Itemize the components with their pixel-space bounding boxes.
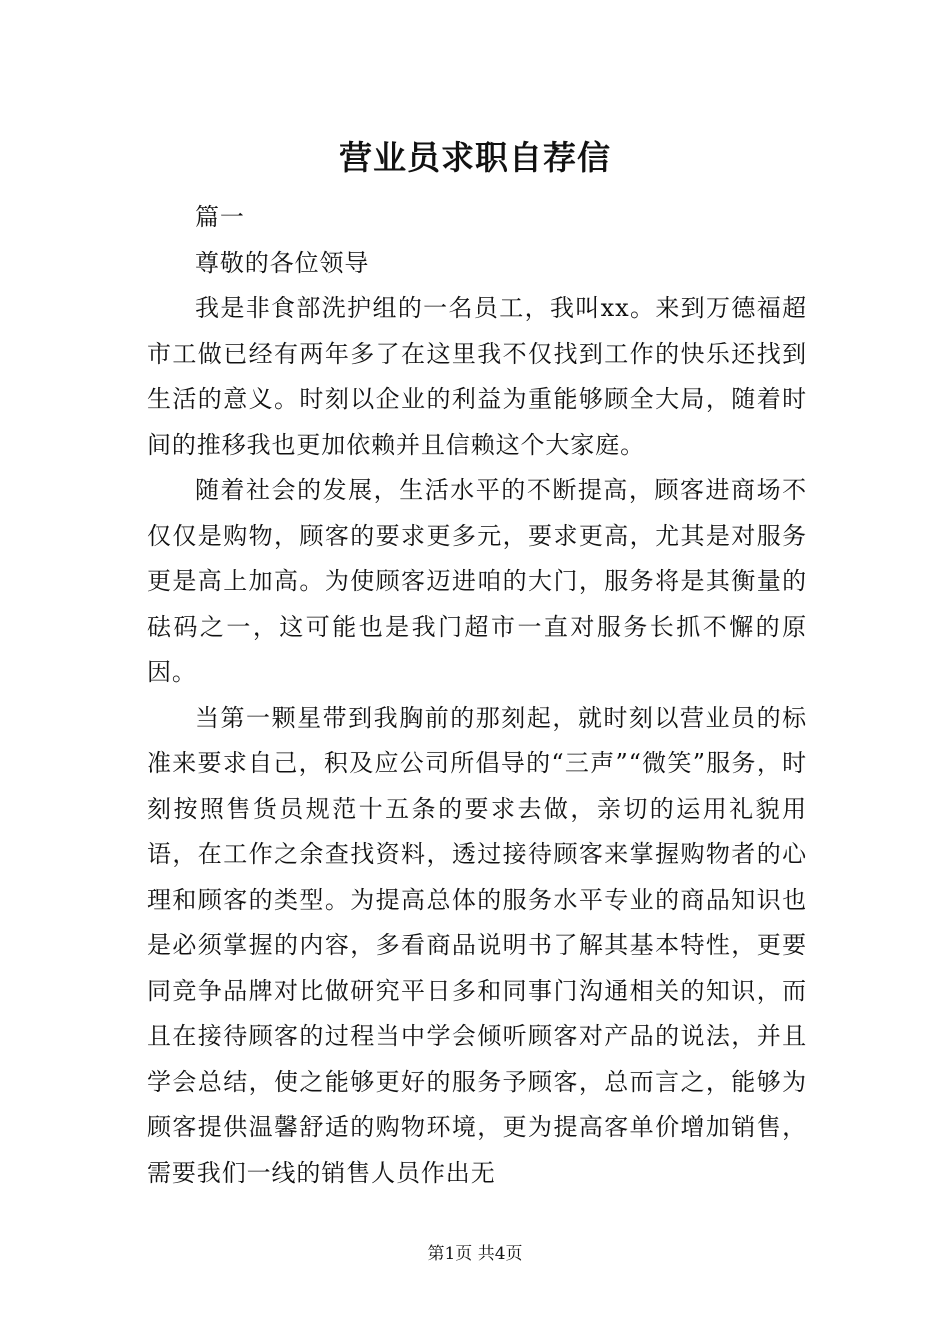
document-title: 营业员求职自荐信: [339, 138, 611, 177]
document-body: [147, 195, 807, 1196]
paragraph-2: 随着社会的发展，生活水平的不断提高，顾客进商场不仅仅是购物，顾客的要求更多元，要求更高，尤其是对服务更是高上加高。为使顾客迈进咱的大门，服务将是其衡量的砝码之一，这可能也是我门超市一直对服务长抓不懈的原因。: [147, 476, 807, 686]
section-heading: 篇一: [195, 203, 245, 231]
paragraph-3: 当第一颗星带到我胸前的那刻起，就时刻以营业员的标准来要求自己，积及应公司所倡导的“三声”“微笑”服务，时刻按照售货员规范十五条的要求去做，亲切的运用礼貌用语，在工作之余查找资料，透过接待顾客来掌握购物者的心理和顾客的类型。为提高总体的服务水平专业的商品知识也是必须掌握的内容，多看商品说明书了解其基本特性，更要同竞争品牌对比做研究平日多和同事门沟通相关的知识，而且在接待顾客的过程当中学会倾听顾客对产品的说法，并且学会总结，使之能够更好的服务予顾客，总而言之，能够为顾客提供温馨舒适的购物环境，更为提高客单价增加销售，需要我们一线的销售人员作出无: [147, 703, 807, 1187]
paragraph-1: 我是非食部洗护组的一名员工，我叫xx。来到万德福超市工做已经有两年多了在这里我不仅找到工作的快乐还找到生活的意义。时刻以企业的利益为重能够顾全大局，随着时间的推移我也更加依赖并且信赖这个大家庭。: [147, 294, 807, 459]
salutation: 尊敬的各位领导: [195, 248, 370, 277]
page-number: 第1页 共4页: [427, 1244, 523, 1264]
